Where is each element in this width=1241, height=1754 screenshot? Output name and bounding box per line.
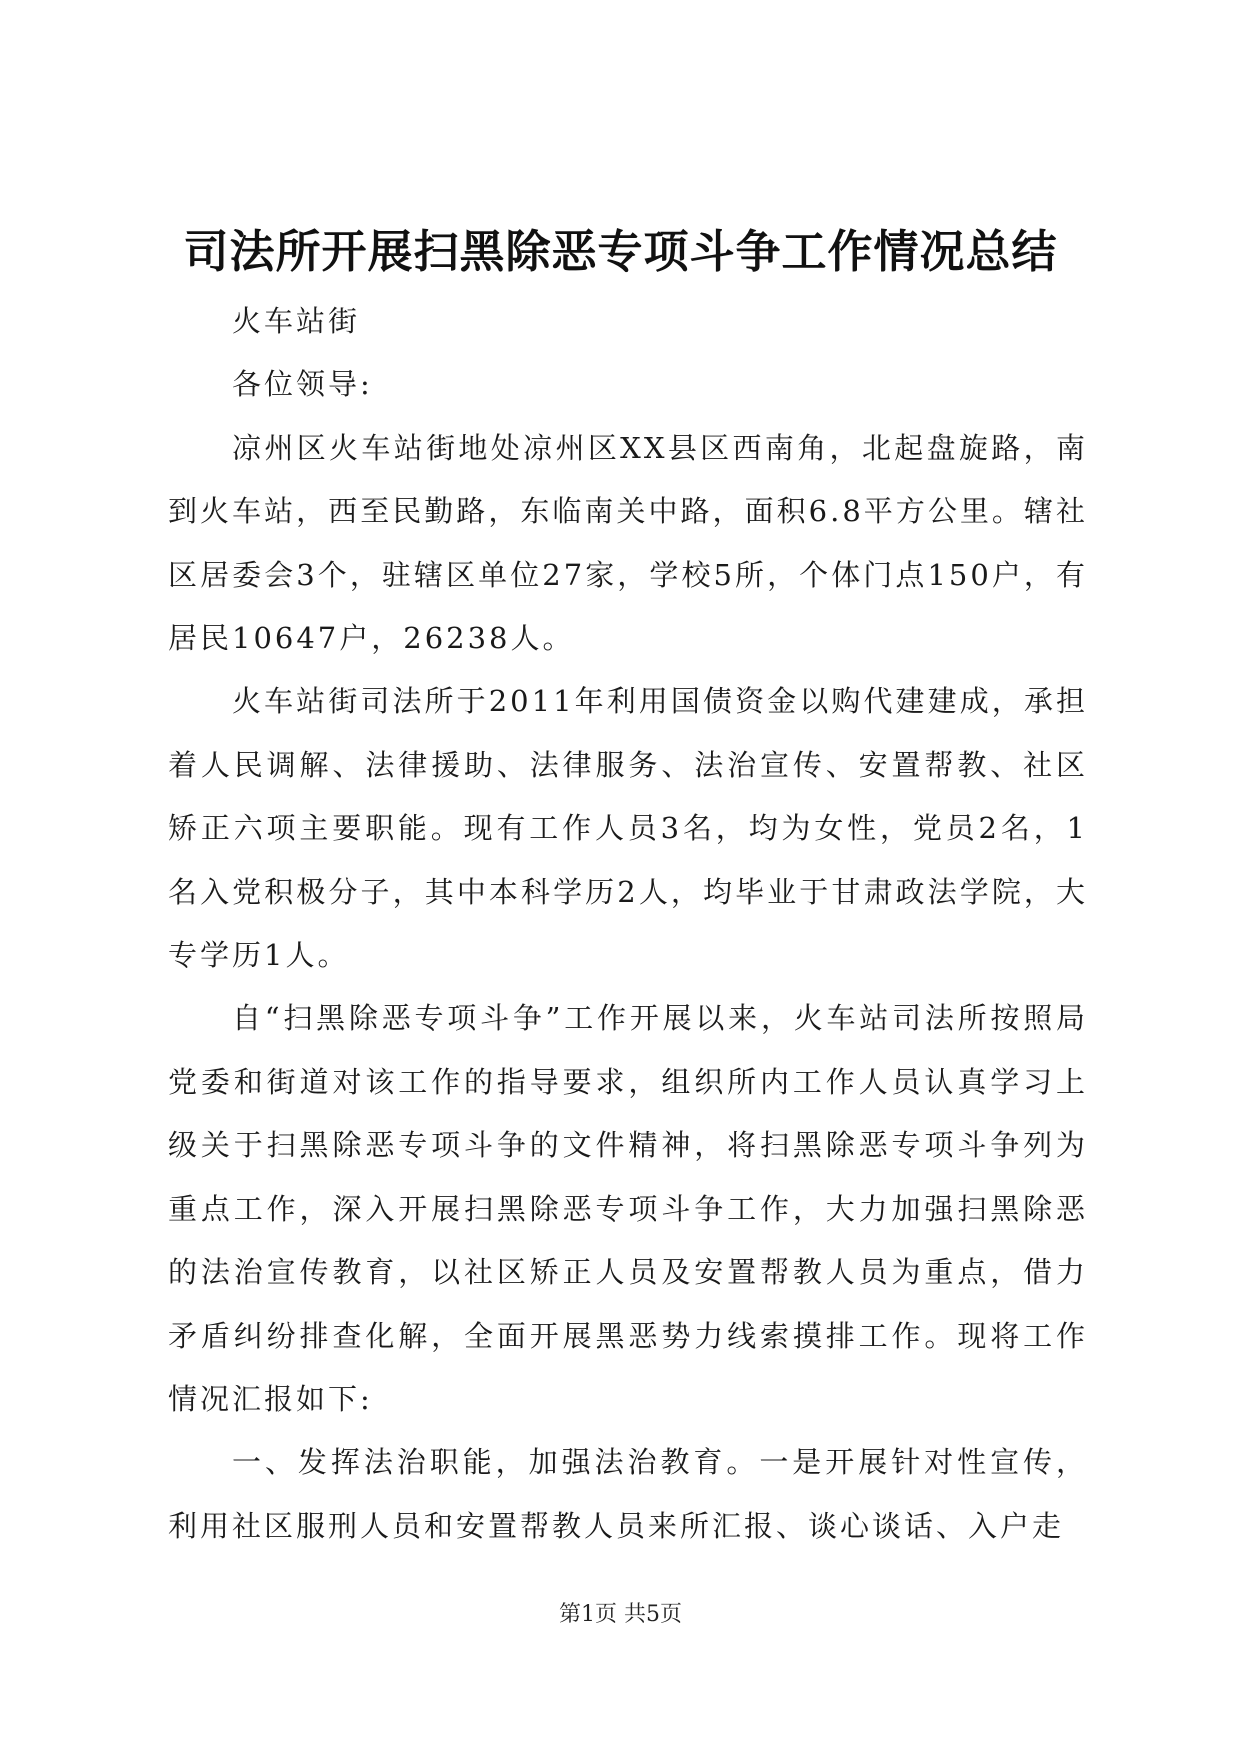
paragraph-author: 火车站街: [232, 304, 361, 338]
page-number: 第1页 共5页: [559, 1602, 682, 1627]
paragraph-office-info: 火车站街司法所于2011年利用国债资金以购代建建成，承担着人民调解、法律援助、法律服务、法治宣传、安置帮教、社区矫正六项主要职能。现有工作人员3名，均为女性，党员2名，1名入党积极分子，其中本科学历2人，均毕业于甘肃政法学院，大专学历1人。: [168, 684, 1088, 973]
paragraph-section-one: 一、发挥法治职能，加强法治教育。一是开展针对性宣传，利用社区服刑人员和安置帮教人员来所汇报、谈心谈话、入户走: [168, 1445, 1088, 1543]
document-body: [168, 290, 1088, 1558]
paragraph-campaign: 自“扫黑除恶专项斗争”工作开展以来，火车站司法所按照局党委和街道对该工作的指导要求，组织所内工作人员认真学习上级关于扫黑除恶专项斗争的文件精神，将扫黑除恶专项斗争列为重点工作，深入开展扫黑除恶专项斗争工作，大力加强扫黑除恶的法治宣传教育，以社区矫正人员及安置帮教人员为重点，借力矛盾纠纷排查化解，全面开展黑恶势力线索摸排工作。现将工作情况汇报如下:: [168, 1001, 1088, 1416]
paragraph-overview: 凉州区火车站街地处凉州区XX县区西南角，北起盘旋路，南到火车站，西至民勤路，东临南关中路，面积6.8平方公里。辖社区居委会3个，驻辖区单位27家，学校5所，个体门点150户，有居民10647户，26238人。: [168, 430, 1088, 656]
document-title: 司法所开展扫黑除恶专项斗争工作情况总结: [183, 225, 1058, 278]
paragraph-salutation: 各位领导:: [232, 367, 373, 402]
